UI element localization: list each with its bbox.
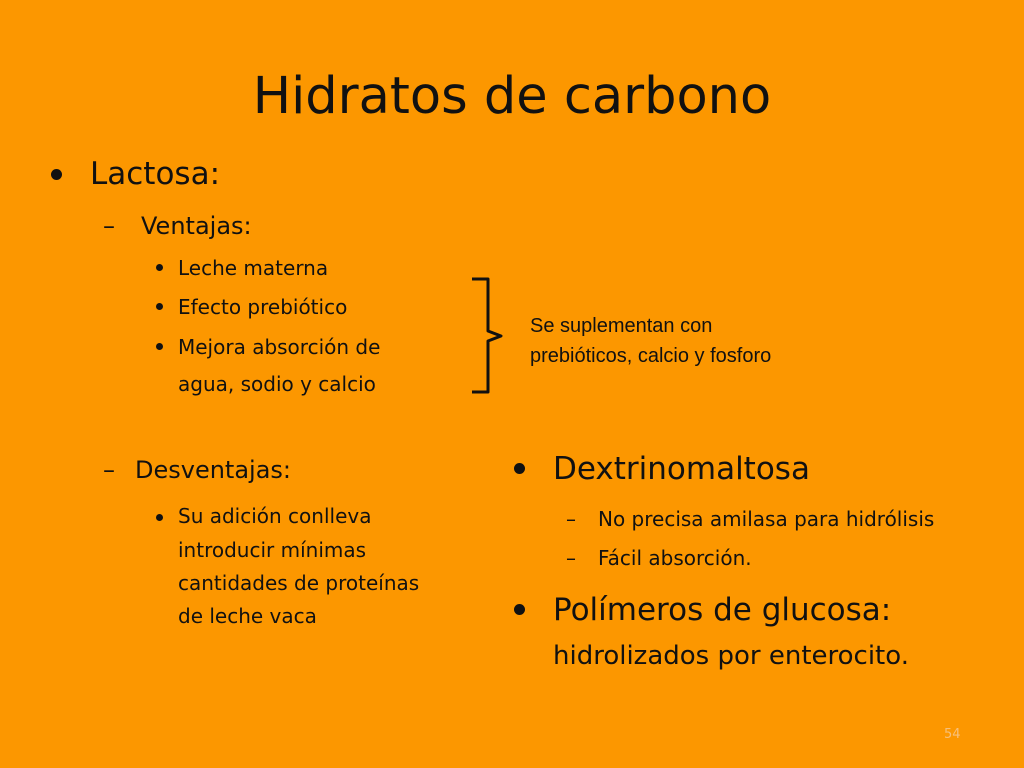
bullet-icon bbox=[156, 343, 163, 350]
desventajas-item-line: introducir mínimas bbox=[178, 538, 367, 562]
dash-icon: – bbox=[103, 456, 115, 484]
sub-ventajas: Ventajas: bbox=[141, 212, 252, 240]
desventajas-item-line: cantidades de proteínas bbox=[178, 571, 420, 595]
supplement-note-line: Se suplementan con bbox=[530, 315, 713, 337]
dextrinomaltosa-item: No precisa amilasa para hidrólisis bbox=[598, 507, 935, 531]
desventajas-item-line: Su adición conlleva bbox=[178, 504, 372, 528]
bullet-icon bbox=[156, 264, 163, 271]
bullet-icon bbox=[514, 604, 525, 615]
bullet-dextrinomaltosa: Dextrinomaltosa bbox=[553, 451, 810, 487]
bullet-polimeros: Polímeros de glucosa: bbox=[553, 592, 892, 628]
bullet-icon bbox=[514, 463, 525, 474]
dextrinomaltosa-item: Fácil absorción. bbox=[598, 546, 752, 570]
ventajas-item: Efecto prebiótico bbox=[178, 295, 348, 319]
polimeros-detail: hidrolizados por enterocito. bbox=[553, 641, 909, 671]
bullet-lactosa: Lactosa: bbox=[90, 156, 221, 192]
page-number: 54 bbox=[944, 727, 961, 742]
ventajas-item: Leche materna bbox=[178, 256, 329, 280]
slide-title: Hidratos de carbono bbox=[252, 67, 772, 126]
bracket-icon bbox=[468, 276, 508, 396]
bullet-icon bbox=[51, 169, 62, 180]
dash-icon: – bbox=[103, 212, 115, 240]
desventajas-item-line: de leche vaca bbox=[178, 604, 317, 628]
dash-icon: – bbox=[566, 546, 576, 570]
ventajas-item: Mejora absorción de bbox=[178, 335, 381, 359]
ventajas-item-continuation: agua, sodio y calcio bbox=[178, 372, 376, 396]
bullet-icon bbox=[156, 303, 163, 310]
supplement-note-line: prebióticos, calcio y fosforo bbox=[530, 345, 772, 367]
dash-icon: – bbox=[566, 507, 576, 531]
bullet-icon bbox=[156, 514, 163, 521]
sub-desventajas: Desventajas: bbox=[135, 456, 292, 484]
